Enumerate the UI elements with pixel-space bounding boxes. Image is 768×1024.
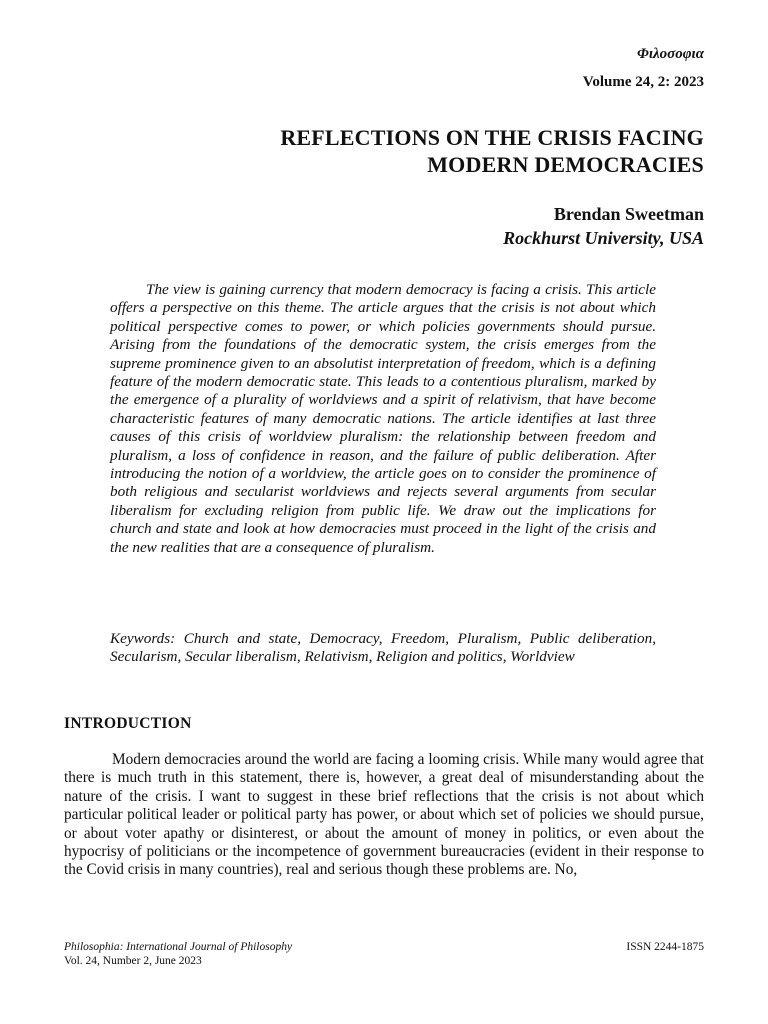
article-title-line-2: MODERN DEMOCRACIES (427, 152, 704, 177)
article-title-line-1: REFLECTIONS ON THE CRISIS FACING (280, 125, 704, 150)
section-heading-introduction: INTRODUCTION (64, 715, 192, 732)
footer-issn: ISSN 2244-1875 (626, 941, 704, 953)
volume-info: Volume 24, 2: 2023 (582, 74, 704, 90)
journal-name-greek: Φιλοσοφια (637, 46, 704, 62)
footer-journal-info (64, 941, 292, 968)
article-title (144, 124, 704, 178)
body-paragraph: Modern democracies around the world are facing a looming crisis. While many would agree that there is much truth in this statement, there is, however, a great deal of misunderstanding about the nature of the crisis. I want to suggest in these brief reflections that the crisis is not about which particular political leader or political party has power, or about which set of policies we should pursue, or about voter apathy or disinterest, or about the amount of money in politics, or even about the hypocrisy of politicians or the incompetence of government bureaucracies (evident in their response to the Covid crisis in many countries), real and serious though these problems are. No, (64, 751, 704, 879)
author-name: Brendan Sweetman (553, 204, 704, 224)
author-affiliation: Rockhurst University, USA (503, 228, 704, 248)
keywords: Keywords: Church and state, Democracy, Freedom, Pluralism, Public deliberation, Secularism, Secular liberalism, Relativism, Religion and politics, Worldview (110, 630, 656, 666)
footer-journal-name: Philosophia: International Journal of Philosophy (64, 941, 293, 953)
abstract: The view is gaining currency that modern democracy is facing a crisis. This article offers a perspective on this theme. The article argues that the crisis is not about which political perspective comes to power, or which policies governments should pursue. Arising from the foundations of the democratic system, the crisis emerges from the supreme prominence given to an absolutist interpretation of freedom, which is a defining feature of the modern democratic state. This leads to a contentious pluralism, marked by the emergence of a plurality of worldviews and a spirit of relativism, that have become characteristic features of many democratic nations. The article identifies at last three causes of this crisis of worldview pluralism: the relationship between freedom and pluralism, a loss of confidence in reason, and the failure of public deliberation. After introducing the notion of a worldview, the article goes on to consider the prominence of both religious and secularist worldviews and rejects several arguments from secular liberalism for excluding religion from public life. We draw out the implications for church and state and look at how democracies must proceed in the light of the crisis and the new realities that are a consequence of pluralism. (110, 281, 656, 556)
footer-issue: Vol. 24, Number 2, June 2023 (64, 954, 202, 967)
